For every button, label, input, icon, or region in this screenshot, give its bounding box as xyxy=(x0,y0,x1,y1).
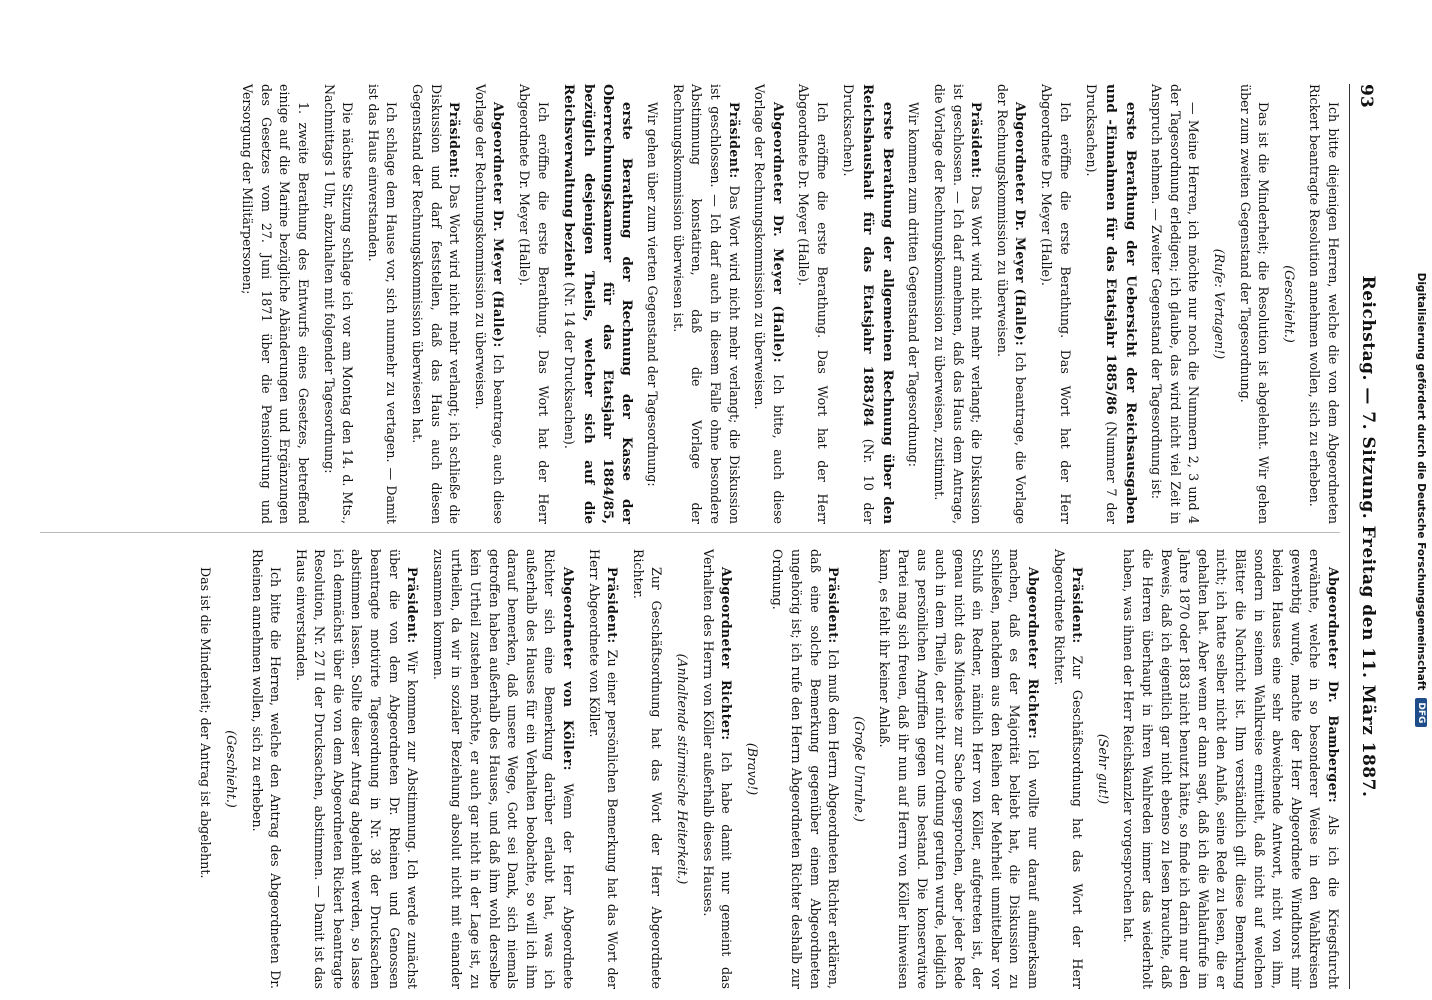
header-rule xyxy=(1349,84,1350,989)
speech-paragraph xyxy=(698,549,735,989)
speaker-name: Präsident: xyxy=(405,567,421,651)
agenda-heading-title: erste Berathung der Uebersicht der Reichsausgaben und -Einnahmen für das Etatsjahr 1885/86 xyxy=(1102,84,1139,524)
speech-text: Das ist die Minderheit; die Resolution ist abgelehnt. Wir gehen über zum zweiten Gegenstand der Tagesordnung. xyxy=(1237,84,1272,524)
speech-paragraph xyxy=(319,84,356,524)
left-column xyxy=(231,84,1342,524)
speaker-name: Abgeordneter Dr. Meyer (Halle): xyxy=(1013,102,1029,352)
speech-text: Das ist die Minderheit; der Antrag ist abgelehnt. xyxy=(198,567,214,879)
speaker-name: Präsident: xyxy=(726,102,742,186)
stage-direction: (Geschieht.) xyxy=(1281,265,1297,343)
speech-text: Wir kommen zur Abstimmung. Ich werde zunächst über die von dem Abgeordneten Dr. Rheinen und Genossen beantragte motivirte Tagesordnung in Nr. 38 der Drucksachen abstimmen lassen. Sollte dieser Antrag abgelehnt werden, so lasse ich demnächst über die von dem Abgeordneten Rickert beantragte Resolution, Nr. 27 II der Drucksachen, abstimmen. — Damit ist das Haus einverstanden. xyxy=(293,549,421,989)
speaker-name: Abgeordneter Dr. Bamberger: xyxy=(1326,567,1341,816)
speech-paragraph xyxy=(514,84,551,524)
stage-direction: (Große Unruhe.) xyxy=(851,716,867,822)
speech-paragraph xyxy=(628,549,665,989)
agenda-heading xyxy=(838,84,897,524)
speech-text: Ich schlage dem Hause vor, sich nunmehr zu vertagen. — Damit ist das Haus einverstanden. xyxy=(365,84,400,524)
speech-text: Ich bitte diejenigen Herren, welche die von dem Abgeordneten Rickert beantragte Resolution annehmen wollen, sich zu erheben. xyxy=(1307,84,1341,524)
speech-paragraph xyxy=(407,84,463,524)
speaker-name: Präsident: xyxy=(969,102,985,186)
speech-paragraph xyxy=(768,549,842,989)
speech-text: Wir kommen zum dritten Gegenstand der Tagesordnung: xyxy=(906,102,922,468)
agenda-heading-title: erste Berathung der Rechnung der Kasse der Oberrechnungskammer für das Etatsjahr 1884/85, bezüglich desjenigen Theils, welcher sich auf die Reichsverwaltung bezieht xyxy=(560,84,635,524)
speech-paragraph xyxy=(794,84,831,524)
speech-text: Wir gehen über zum vierten Gegenstand der Tagesordnung: xyxy=(645,102,661,487)
speech-text: Ich beantrage, auch diese Vorlage der Rechnungskommission zu überweisen. xyxy=(472,84,507,524)
agenda-heading-title: erste Berathung der allgemeinen Rechnung über den Reichshaushalt für das Etatsjahr 1883/84 xyxy=(859,84,896,524)
speech-paragraph xyxy=(247,549,284,989)
speech-paragraph xyxy=(668,84,742,524)
speech-paragraph xyxy=(930,84,986,524)
speaker-name: Abgeordneter Richter: xyxy=(1026,567,1042,750)
speech-text: Als ich die Kriegsfurcht erwähnte, welche in so besonderer Weise in den Wahlkreisen gewerbtig wurde, machte der Herr Abgeordnete Windthorst mir beiden Hauses eine sehr abweichende Antwort, nicht von ihm, sondern in seinem Wahlkreise ermittelt, daß nicht auf welchen Blätter die Nachricht ist. Ihm verständlich gilt diese Bemerkung nicht; ich hatte selber nicht den Anlaß, seine Rede zu lesen, die er gehalten hat. Aber wenn er dann sagt, daß ich die Wahlaufrufe im Jahre 1870 oder 1883 nicht benutzt hätte, so finde ich darin nur den Beweis, daß ich eigentlich gar nicht ebenso zu lesen brauchte, daß die Herren überhaupt in ihren Wahlreden immer das wiederholt haben, was ihnen der Herr Reichskanzler vorgesprochen hat. xyxy=(1121,549,1341,989)
speech-text: Zur Geschäftsordnung hat das Wort der Herr Abgeordnete Richter. xyxy=(1051,549,1086,989)
speech-paragraph xyxy=(1305,84,1342,524)
speech-paragraph xyxy=(584,549,621,989)
speaker-name: Präsident: xyxy=(826,567,842,650)
speech-paragraph xyxy=(643,84,662,524)
speech-paragraph xyxy=(1147,84,1203,524)
speech-paragraph xyxy=(363,84,400,524)
speech-text: Ich habe damit nur gemeint das Verhalten des Herrn von Köller außerhalb dieses Hauses. xyxy=(700,549,735,989)
speech-text: Ich beantrage, die Vorlage der Rechnungskommission zu überweisen. xyxy=(994,84,1029,524)
speech-text: Zu einer persönlichen Bemerkung hat das Wort der Herr Abgeordnete von Köller. xyxy=(586,549,621,989)
speech-paragraph xyxy=(750,84,787,524)
agenda-heading-note: (Nr. 10 der Drucksachen). xyxy=(840,84,876,524)
agenda-heading xyxy=(1081,84,1140,524)
speech-text: Das Wort wird nicht mehr verlangt; die Diskussion ist geschlossen. — Ich darf annehmen, daß das Haus dem Antrage, die Vorlage der Rechnungskommission zu überweisen, zustimmt. xyxy=(932,84,985,524)
stage-direction: (Bravo!) xyxy=(744,742,760,796)
agenda-heading xyxy=(559,84,636,524)
speech-text: Die nächste Sitzung schlage ich vor am Montag den 14. d. Mts., Nachmittags 1 Uhr, abzuhalten mit folgender Tagesordnung: xyxy=(321,84,356,524)
speech-text: — Meine Herren, ich möchte nur noch die Nummern 2, 3 und 4 der Tagesordnung erledigen; ich glaube, das wird nicht viel Zeit in Anspruch nehmen. — Zweiter Gegenstand der Tagesordnung ist: xyxy=(1149,84,1202,524)
speech-text: Das Wort wird nicht mehr verlangt; die Diskussion ist geschlossen. — Ich darf auch in diesem Falle ohne besondere Abstimmung konstatiren, daß die Vorlage der Rechnungskommission überwiesen ist. xyxy=(670,84,742,524)
speech-text: Ich eröffne die erste Berathung. Das Wort hat der Herr Abgeordnete Dr. Meyer (Halle). xyxy=(1039,84,1073,524)
speech-paragraph xyxy=(1119,549,1342,989)
speech-paragraph xyxy=(1049,549,1086,989)
page-header xyxy=(1354,84,1380,989)
page-number: 93 xyxy=(1356,84,1376,108)
speech-text: Wenn der Herr Abgeordnete Richter sich eine Bemerkung darüber erlaubt hat, was ich außerhalb des Hauses für ein Verhalten beobachte, so will ich ihm darauf bemerken, daß unsere Wege, Gott sei Dank, sich niemals getroffen haben außerhalb des Hauses, und daß ihm wohl derselbe kein Urtheil zustehen möchte, er auch gar nicht in der Lage ist, zu urtheilen, da wir in sozialer Beziehung absolut nicht mit einander zusammen kommen. xyxy=(430,549,577,989)
agenda-heading-note: (Nummer 7 der Drucksachen). xyxy=(1083,84,1119,524)
right-column xyxy=(189,549,1342,989)
speech-text: Ich muß dem Herrn Abgeordneten Richter erklären, daß eine solche Bemerkung gegenüber einem Abgeordneten ungehörig ist; ich rufe den Herrn Abgeordneten Richter deshalb zur Ordnung. xyxy=(770,549,842,989)
speech-text: Ich eröffne die erste Berathung. Das Wort hat der Herr Abgeordnete Dr. Meyer (Halle). xyxy=(796,84,830,524)
running-head: Reichstag. — 7. Sitzung. Freitag den 11. März 1887. xyxy=(1358,275,1378,798)
speech-text: Ich bitte, auch diese Vorlage der Rechnungskommission zu überweisen. xyxy=(752,84,786,524)
speech-paragraph xyxy=(875,549,1042,989)
speech-text: Ich wollte nur darauf aufmerksam machen, daß es der Majorität beliebt hat, die Diskussion zu schließen, nachdem aus den Reihen der Mehrheit unmittelbar vor Schluß ein Redner, nämlich Herr von Köller, aufgetreten ist, der genau nicht das Mindeste zur Sache gesprochen, aber jeder Rede auch in dem Theile, der nicht zur Ordnung gerufen wurde, lediglich aus persönlichen Angriffen gegen uns bestand. Die konservative Partei mag sich freuen, daß ihr nun auf Herrn von Köller hinweisen kann, es fehlt ihr keiner Anlaß. xyxy=(877,549,1042,989)
stage-direction: (Geschieht.) xyxy=(223,730,239,808)
speech-text: Das Wort wird nicht mehr verlangt; ich schließe die Diskussion und darf feststellen, daß das Haus auch diesen Gegenstand der Rechnungskommission überwiesen hat. xyxy=(410,84,463,524)
credit-text: Digitalisierung gefördert durch die Deutsche Forschungsgemeinschaft xyxy=(1415,272,1427,691)
speaker-name: Präsident: xyxy=(447,102,463,185)
speech-text: Zur Geschäftsordnung hat das Wort der Herr Abgeordnete Richter. xyxy=(630,549,665,989)
agenda-list-item: 1. zweite Berathung des Entwurfs eines Gesetzes, betreffend einige auf die Marine bezügliche Abänderungen und Ergänzungen des Gesetzes vom 27. Juni 1871 über die Pensionirung und Versorgung der Militärpersonen; xyxy=(240,84,312,524)
speaker-name: Präsident: xyxy=(1070,567,1086,656)
speech-paragraph xyxy=(470,84,507,524)
column-divider xyxy=(40,532,1340,533)
speech-paragraph xyxy=(1036,84,1073,524)
speech-paragraph xyxy=(1235,84,1272,524)
speaker-name: Abgeordneter Dr. Meyer (Halle): xyxy=(770,102,786,375)
speech-paragraph xyxy=(992,84,1029,524)
speech-text: Ich bitte die Herren, welche den Antrag des Abgeordneten Dr. Rheinen annehmen wollen, sich zu erheben. xyxy=(249,549,284,989)
stage-direction: (Anhaltende stürmische Heiterkeit.) xyxy=(675,653,690,885)
speech-paragraph xyxy=(428,549,577,989)
speaker-name: Abgeordneter Dr. Meyer (Halle): xyxy=(491,102,507,354)
speech-text: Ich eröffne die erste Berathung. Das Wort hat der Herr Abgeordnete Dr. Meyer (Halle). xyxy=(516,84,551,524)
speech-paragraph xyxy=(196,549,215,989)
dfg-logo: DFG xyxy=(1415,698,1427,727)
agenda-heading-note: (Nr. 14 der Drucksachen). xyxy=(561,282,577,449)
stage-direction: (Rufe: Vertagen!) xyxy=(1212,248,1228,360)
speech-paragraph xyxy=(291,549,421,989)
speech-paragraph xyxy=(904,84,923,524)
stage-direction: (Sehr gut!) xyxy=(1095,733,1111,805)
digitization-credit xyxy=(1410,0,1432,1000)
speaker-name: Präsident: xyxy=(605,567,621,650)
speaker-name: Abgeordneter Richter: xyxy=(719,567,735,752)
speaker-name: Abgeordneter von Köller: xyxy=(561,567,577,784)
